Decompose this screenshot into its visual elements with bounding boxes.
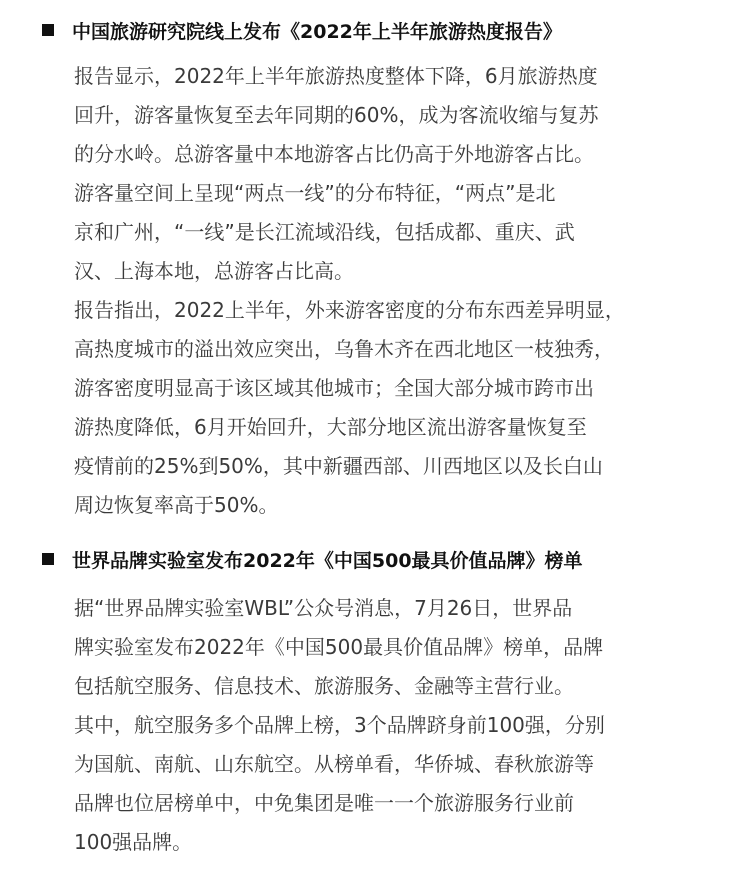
paragraph-line: 牌实验室发布2022年《中国500最具价值品牌》榜单，品牌 (74, 635, 604, 659)
paragraph-line: 报告指出，2022上半年，外来游客密度的分布东西差异明显， (74, 298, 625, 322)
heading-text: 中国旅游研究院线上发布《2022年上半年旅游热度报告》 (72, 20, 562, 43)
paragraph-line: 汉、上海本地，总游客占比高。 (74, 259, 354, 283)
paragraph-line: 周边恢复率高于50%。 (74, 493, 279, 517)
paragraph-line: 包括航空服务、信息技术、旅游服务、金融等主营行业。 (74, 674, 574, 698)
paragraph-line: 100强品牌。 (74, 830, 193, 854)
paragraph-line: 为国航、南航、山东航空。从榜单看，华侨城、春秋旅游等 (74, 752, 594, 776)
paragraph-line: 其中，航空服务多个品牌上榜，3个品牌跻身前100强，分别 (74, 713, 605, 737)
paragraph-line: 京和广州，“一线”是长江流域沿线，包括成都、重庆、武 (74, 220, 575, 244)
paragraph-line: 回升，游客量恢复至去年同期的60%，成为客流收缩与复苏 (74, 103, 599, 127)
square-bullet-icon (42, 24, 54, 36)
section-body-brand-ranking (74, 589, 694, 862)
paragraph-line: 游客密度明显高于该区域其他城市；全国大部分城市跨市出 (74, 376, 594, 400)
section-body-tourism-report (74, 57, 694, 525)
paragraph-line: 据“世界品牌实验室WBL”公众号消息，7月26日，世界品 (74, 596, 573, 620)
paragraph-line: 游客量空间上呈现“两点一线”的分布特征，“两点”是北 (74, 181, 556, 205)
paragraph-line: 游热度降低，6月开始回升，大部分地区流出游客量恢复至 (74, 415, 587, 439)
heading-text: 世界品牌实验室发布2022年《中国500最具价值品牌》榜单 (72, 549, 583, 572)
paragraph-line: 报告显示，2022年上半年旅游热度整体下降，6月旅游热度 (74, 64, 598, 88)
paragraph-line: 的分水岭。总游客量中本地游客占比仍高于外地游客占比。 (74, 142, 594, 166)
paragraph-line: 疫情前的25%到50%，其中新疆西部、川西地区以及长白山 (74, 454, 603, 478)
section-heading-tourism-report (42, 13, 722, 47)
section-heading-brand-ranking (42, 542, 722, 576)
square-bullet-icon (42, 553, 54, 565)
paragraph-line: 品牌也位居榜单中，中免集团是唯一一个旅游服务行业前 (74, 791, 574, 815)
paragraph-line: 高热度城市的溢出效应突出，乌鲁木齐在西北地区一枝独秀， (74, 337, 614, 361)
